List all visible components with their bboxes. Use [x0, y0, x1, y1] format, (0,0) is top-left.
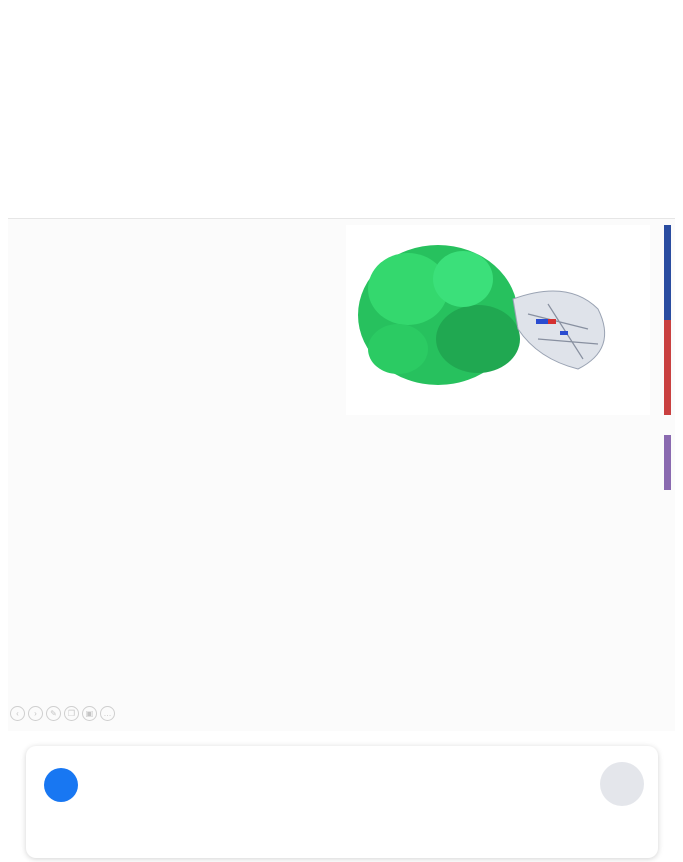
colorbar-purple [664, 435, 671, 490]
next-icon[interactable]: › [28, 706, 43, 721]
heatmap-figure [8, 219, 675, 519]
prev-icon[interactable]: ‹ [10, 706, 25, 721]
image-controls [10, 706, 115, 721]
covid-info-card [26, 746, 658, 858]
edit-icon[interactable]: ✎ [46, 706, 61, 721]
colorbar-blue [664, 225, 671, 320]
crop-icon[interactable]: ▣ [82, 706, 97, 721]
copy-icon[interactable]: ❐ [64, 706, 79, 721]
figure-image[interactable] [8, 218, 675, 731]
facebook-logo-icon [44, 768, 78, 802]
more-icon[interactable]: … [100, 706, 115, 721]
colorbar-red [664, 320, 671, 415]
close-button[interactable] [600, 762, 644, 806]
